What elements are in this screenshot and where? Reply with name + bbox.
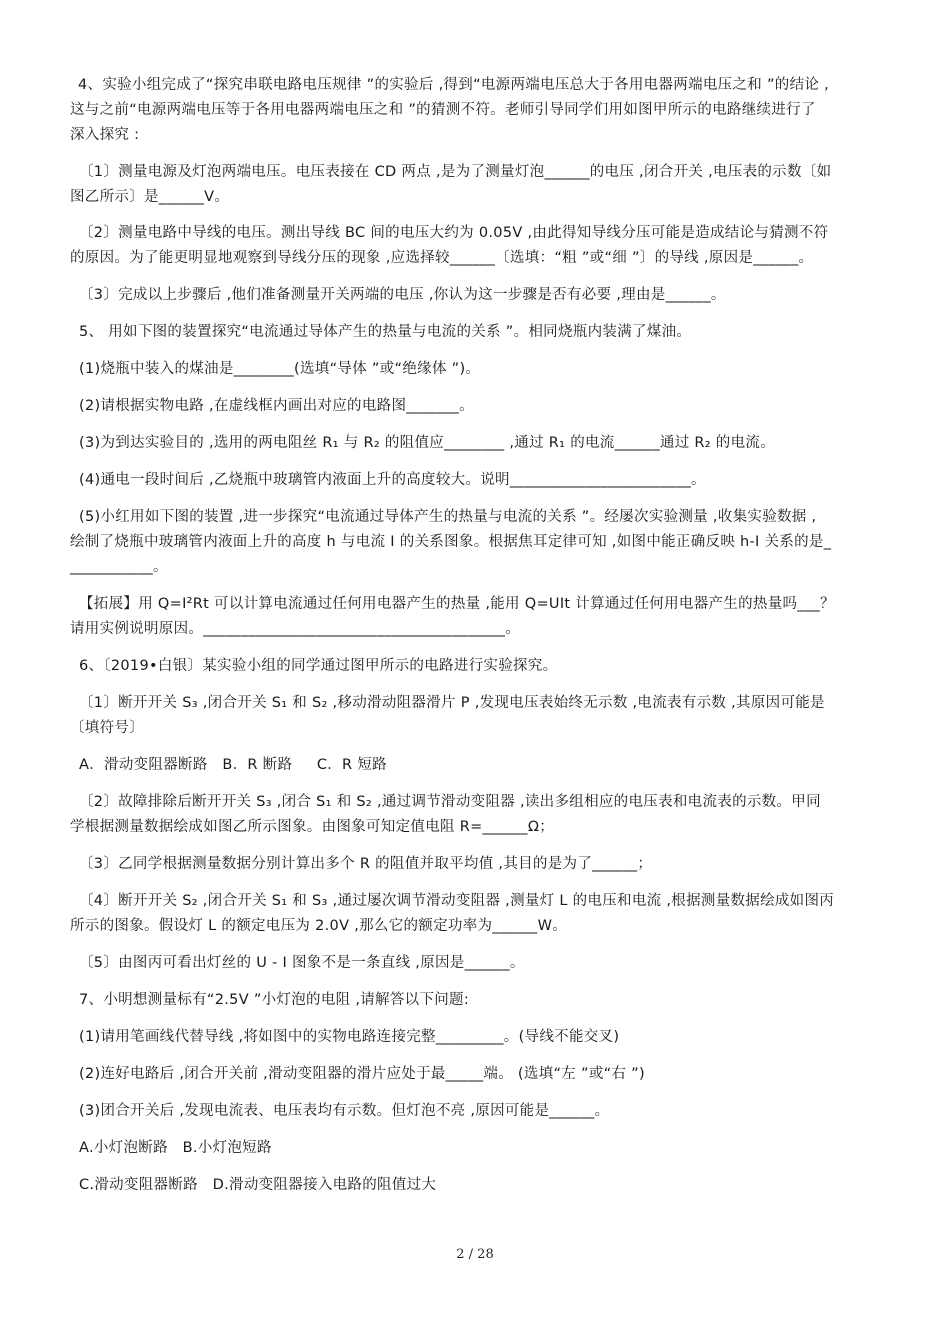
text-line: (2)请根据实物电路 ,在虚线框内画出对应的电路图_______。 (79, 398, 474, 414)
text-line: 学根据测量数据绘成如图乙所示图象。由图象可知定值电阻 R=______Ω； (70, 819, 555, 835)
text-line: 这与之前“电源两端电压等于各用电器两端电压之和 ”的猜测不符。老师引导同学们用如图甲所示的电路继续进行了 (70, 102, 816, 118)
text-line: (3)团合开关后 ,发现电流表、电压表均有示数。但灯泡不亮 ,原因可能是______。 (79, 1103, 610, 1119)
text-line: (2)连好电路后 ,闭合开关前 ,滑动变阻器的滑片应处于最_____端。 (选填“左 ”或“右 ”) (79, 1066, 645, 1082)
text-line: 〔5〕由图丙可看出灯丝的 U - I 图象不是一条直线 ,原因是______。 (79, 955, 525, 971)
text-line: 〔4〕断开开关 S₂ ,闭合开关 S₁ 和 S₃ ,通过屡次调节滑动变阻器 ,测量灯 L 的电压和电流 ,根据测量数据绘成如图丙 (79, 893, 835, 909)
text-line: 深入探究 : (70, 127, 140, 143)
text-line: 〔填符号〕 (70, 720, 144, 736)
text-line: 〔1〕断开开关 S₃ ,闭合开关 S₁ 和 S₂ ,移动滑动阻器滑片 P ,发现电压表始终无示数 ,电流表有示数 ,其原因可能是 (79, 695, 825, 711)
page-number: 2 / 28 (456, 1247, 494, 1262)
text-line: (5)小红用如下图的装置 ,进一步探究“电流通过导体产生的热量与电流的关系 ”。经屡次实验测量 ,收集实验数据 , (79, 509, 817, 525)
text-line: (3)为到达实验目的 ,选用的两电阻丝 R₁ 与 R₂ 的阻值应________ ,通过 R₁ 的电流______通过 R₂ 的电流。 (79, 435, 775, 451)
text-line: (4)通电一段时间后 ,乙烧瓶中玻璃管内液面上升的高度较大。说明________________________。 (79, 472, 706, 488)
text-line: (1)请用笔画线代替导线 ,将如图中的实物电路连接完整_________。(导线不能交叉) (79, 1029, 620, 1045)
text-line: 〔3〕完成以上步骤后 ,他们准备测量开关两端的电压 ,你认为这一步骤是否有必要 ,理由是______。 (79, 287, 726, 303)
text-line: 【拓展】用 Q=I²Rt 可以计算电流通过任何用电器产生的热量 ,能用 Q=UIt 计算通过任何用电器产生的热量吗___？ (79, 596, 835, 612)
text-line: A．滑动变阻器断路 B．R 断路 C．R 短路 (79, 757, 387, 773)
text-line: C.滑动变阻器断路 D.滑动变阻器接入电路的阻值过大 (79, 1177, 437, 1193)
text-line: 〔3〕乙同学根据测量数据分别计算出多个 R 的阻值并取平均值 ,其目的是为了______； (79, 856, 653, 872)
text-line: 请用实例说明原因。________________________________________。 (70, 621, 520, 637)
text-line: 〔2〕测量电路中导线的电压。测出导线 BC 间的电压大约为 0.05V ,由此得知导线分压可能是造成结论与猜测不符 (79, 225, 829, 241)
text-line: A.小灯泡断路 B.小灯泡短路 (79, 1140, 272, 1156)
text-line: ___________。 (70, 559, 168, 575)
text-line: (1)烧瓶中装入的煤油是________(选填“导体 ”或“绝缘体 ”)。 (79, 361, 481, 377)
text-line: 4、实验小组完成了“探究串联电路电压规律 ”的实验后 ,得到“电源两端电压总大于各用电器两端电压之和 ”的结论 , (78, 77, 830, 93)
text-line: 7、小明想测量标有“2.5V ”小灯泡的电阻 ,请解答以下问题: (79, 992, 470, 1008)
text-line: 〔2〕故障排除后断开开关 S₃ ,闭合 S₁ 和 S₂ ,通过调节滑动变阻器 ,读出多组相应的电压表和电流表的示数。甲同 (79, 794, 821, 810)
text-line: 6、〔2019•白银〕某实验小组的同学通过图甲所示的电路进行实验探究。 (79, 658, 558, 674)
text-line: 所示的图象。假设灯 L 的额定电压为 2.0V ,那么它的额定功率为______W。 (70, 918, 568, 934)
text-line: 绘制了烧瓶中玻璃管内液面上升的高度 h 与电流 I 的关系图象。根据焦耳定律可知 ,如图中能正确反映 h-I 关系的是_ (70, 534, 832, 550)
text-line: 5、 用如下图的装置探究“电流通过导体产生的热量与电流的关系 ”。相同烧瓶内装满了煤油。 (79, 324, 692, 340)
text-line: 图乙所示〕是______V。 (70, 189, 230, 205)
text-line: 的原因。为了能更明显地观察到导线分压的现象 ,应选择较______〔选填：“粗 ”或“细 ”〕的导线 ,原因是______。 (70, 250, 814, 266)
text-line: 〔1〕测量电源及灯泡两端电压。电压表接在 CD 两点 ,是为了测量灯泡______的电压 ,闭合开关 ,电压表的示数〔如 (79, 164, 832, 180)
